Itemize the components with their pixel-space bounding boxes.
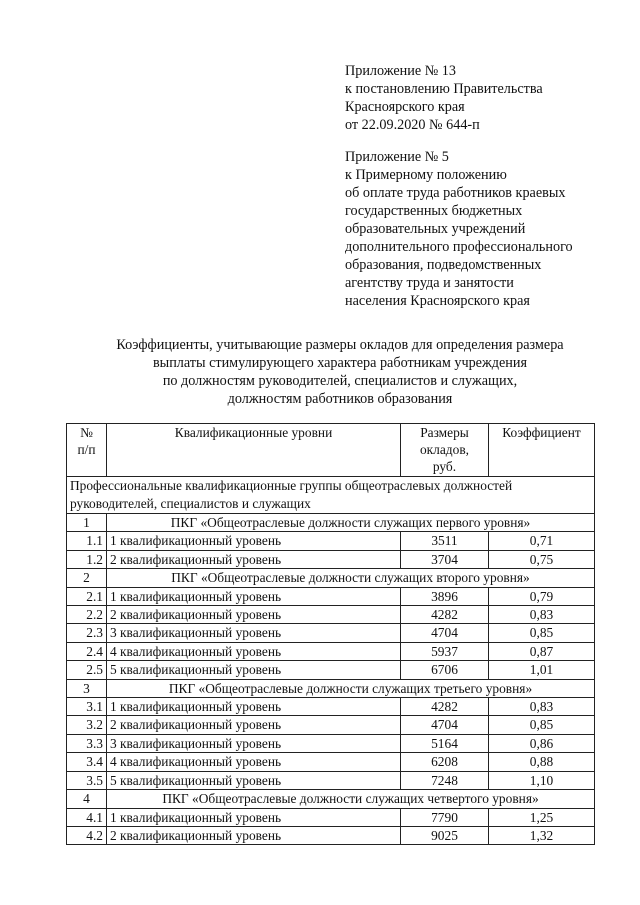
annex-main-block bbox=[345, 62, 543, 134]
row-salary: 4704 bbox=[401, 624, 489, 642]
row-coefficient: 0,75 bbox=[489, 550, 595, 568]
row-number: 2.4 bbox=[67, 642, 107, 660]
row-level: 3 квалификационный уровень bbox=[107, 624, 401, 642]
annex-sub-line: государственных бюджетных bbox=[345, 203, 523, 219]
header-salary-line: Размеры bbox=[420, 425, 469, 440]
row-coefficient: 0,85 bbox=[489, 716, 595, 734]
row-salary: 4282 bbox=[401, 606, 489, 624]
group-number: 4 bbox=[67, 790, 107, 808]
document-title bbox=[40, 336, 640, 408]
row-number: 2.5 bbox=[67, 661, 107, 679]
row-salary: 3704 bbox=[401, 550, 489, 568]
header-salary-line: окладов, bbox=[419, 442, 469, 457]
table-row bbox=[67, 606, 595, 624]
annex-main-line: Красноярского края bbox=[345, 99, 465, 115]
row-coefficient: 1,25 bbox=[489, 808, 595, 826]
annex-main-line: Приложение № 13 bbox=[345, 63, 456, 79]
annex-sub-line: к Примерному положению bbox=[345, 167, 507, 183]
table-row bbox=[67, 587, 595, 605]
row-coefficient: 1,32 bbox=[489, 826, 595, 844]
row-salary: 4704 bbox=[401, 716, 489, 734]
table-row bbox=[67, 550, 595, 568]
header-coefficient: Коэффициент bbox=[489, 424, 595, 477]
group-number: 1 bbox=[67, 514, 107, 532]
row-level: 4 квалификационный уровень bbox=[107, 753, 401, 771]
row-level: 3 квалификационный уровень bbox=[107, 734, 401, 752]
table-row bbox=[67, 734, 595, 752]
header-salary-line: руб. bbox=[432, 459, 457, 474]
row-coefficient: 0,87 bbox=[489, 642, 595, 660]
row-number: 4.1 bbox=[67, 808, 107, 826]
row-salary: 3511 bbox=[401, 532, 489, 550]
row-level: 1 квалификационный уровень bbox=[107, 808, 401, 826]
group-title: ПКГ «Общеотраслевые должности служащих первого уровня» bbox=[107, 514, 595, 532]
annex-sub-block bbox=[345, 148, 573, 310]
group-title: ПКГ «Общеотраслевые должности служащих четвертого уровня» bbox=[107, 790, 595, 808]
annex-sub-line: дополнительного профессионального bbox=[345, 239, 573, 255]
annex-sub-line: населения Красноярского края bbox=[345, 293, 530, 309]
header-number-line: п/п bbox=[77, 442, 96, 457]
table-row bbox=[67, 826, 595, 844]
row-salary: 7248 bbox=[401, 771, 489, 789]
table-row bbox=[67, 661, 595, 679]
annex-sub-line: Приложение № 5 bbox=[345, 149, 449, 165]
row-number: 1.1 bbox=[67, 532, 107, 550]
row-level: 5 квалификационный уровень bbox=[107, 661, 401, 679]
row-level: 2 квалификационный уровень bbox=[107, 550, 401, 568]
group-row bbox=[67, 790, 595, 808]
row-salary: 7790 bbox=[401, 808, 489, 826]
row-level: 2 квалификационный уровень bbox=[107, 826, 401, 844]
section-row bbox=[67, 477, 595, 514]
row-coefficient: 1,10 bbox=[489, 771, 595, 789]
table-row bbox=[67, 532, 595, 550]
row-salary: 3896 bbox=[401, 587, 489, 605]
row-level: 1 квалификационный уровень bbox=[107, 587, 401, 605]
table-row bbox=[67, 624, 595, 642]
row-coefficient: 0,71 bbox=[489, 532, 595, 550]
row-number: 3.5 bbox=[67, 771, 107, 789]
annex-main-line: от 22.09.2020 № 644-п bbox=[345, 117, 480, 133]
annex-sub-line: агентству труда и занятости bbox=[345, 275, 514, 291]
header-number-line: № bbox=[80, 425, 93, 440]
row-number: 3.2 bbox=[67, 716, 107, 734]
row-number: 2.1 bbox=[67, 587, 107, 605]
coefficients-table bbox=[66, 423, 595, 845]
section-title: Профессиональные квалификационные группы общеотраслевых должностей руководителей, специалистов и служащих bbox=[67, 477, 595, 514]
group-row bbox=[67, 679, 595, 697]
row-level: 2 квалификационный уровень bbox=[107, 716, 401, 734]
title-line: выплаты стимулирующего характера работникам учреждения bbox=[152, 355, 528, 371]
row-level: 2 квалификационный уровень bbox=[107, 606, 401, 624]
row-salary: 9025 bbox=[401, 826, 489, 844]
group-row bbox=[67, 569, 595, 587]
row-coefficient: 0,83 bbox=[489, 698, 595, 716]
row-number: 2.2 bbox=[67, 606, 107, 624]
row-level: 5 квалификационный уровень bbox=[107, 771, 401, 789]
table-row bbox=[67, 771, 595, 789]
row-number: 3.3 bbox=[67, 734, 107, 752]
row-salary: 5164 bbox=[401, 734, 489, 752]
header-level: Квалификационные уровни bbox=[107, 424, 401, 477]
row-number: 2.3 bbox=[67, 624, 107, 642]
title-line: Коэффициенты, учитывающие размеры окладов для определения размера bbox=[116, 337, 564, 353]
header-salary bbox=[401, 424, 489, 477]
annex-sub-line: образования, подведомственных bbox=[345, 257, 542, 273]
group-number: 3 bbox=[67, 679, 107, 697]
annex-sub-line: об оплате труда работников краевых bbox=[345, 185, 566, 201]
group-title: ПКГ «Общеотраслевые должности служащих второго уровня» bbox=[107, 569, 595, 587]
row-level: 1 квалификационный уровень bbox=[107, 532, 401, 550]
table-row bbox=[67, 753, 595, 771]
row-salary: 6706 bbox=[401, 661, 489, 679]
row-number: 1.2 bbox=[67, 550, 107, 568]
row-level: 4 квалификационный уровень bbox=[107, 642, 401, 660]
row-coefficient: 1,01 bbox=[489, 661, 595, 679]
group-number: 2 bbox=[67, 569, 107, 587]
row-number: 4.2 bbox=[67, 826, 107, 844]
row-salary: 6208 bbox=[401, 753, 489, 771]
row-salary: 5937 bbox=[401, 642, 489, 660]
annex-sub-line: образовательных учреждений bbox=[345, 221, 526, 237]
row-coefficient: 0,79 bbox=[489, 587, 595, 605]
row-coefficient: 0,88 bbox=[489, 753, 595, 771]
row-coefficient: 0,86 bbox=[489, 734, 595, 752]
row-salary: 4282 bbox=[401, 698, 489, 716]
row-coefficient: 0,85 bbox=[489, 624, 595, 642]
title-line: по должностям руководителей, специалистов и служащих, bbox=[162, 373, 518, 389]
row-level: 1 квалификационный уровень bbox=[107, 698, 401, 716]
annex-main-line: к постановлению Правительства bbox=[345, 81, 543, 97]
table-row bbox=[67, 808, 595, 826]
title-line: должностям работников образования bbox=[227, 391, 453, 407]
header-number bbox=[67, 424, 107, 477]
table-header-row bbox=[67, 424, 595, 477]
row-number: 3.1 bbox=[67, 698, 107, 716]
table-row bbox=[67, 698, 595, 716]
group-title: ПКГ «Общеотраслевые должности служащих третьего уровня» bbox=[107, 679, 595, 697]
table-row bbox=[67, 716, 595, 734]
row-number: 3.4 bbox=[67, 753, 107, 771]
row-coefficient: 0,83 bbox=[489, 606, 595, 624]
group-row bbox=[67, 514, 595, 532]
table-row bbox=[67, 642, 595, 660]
